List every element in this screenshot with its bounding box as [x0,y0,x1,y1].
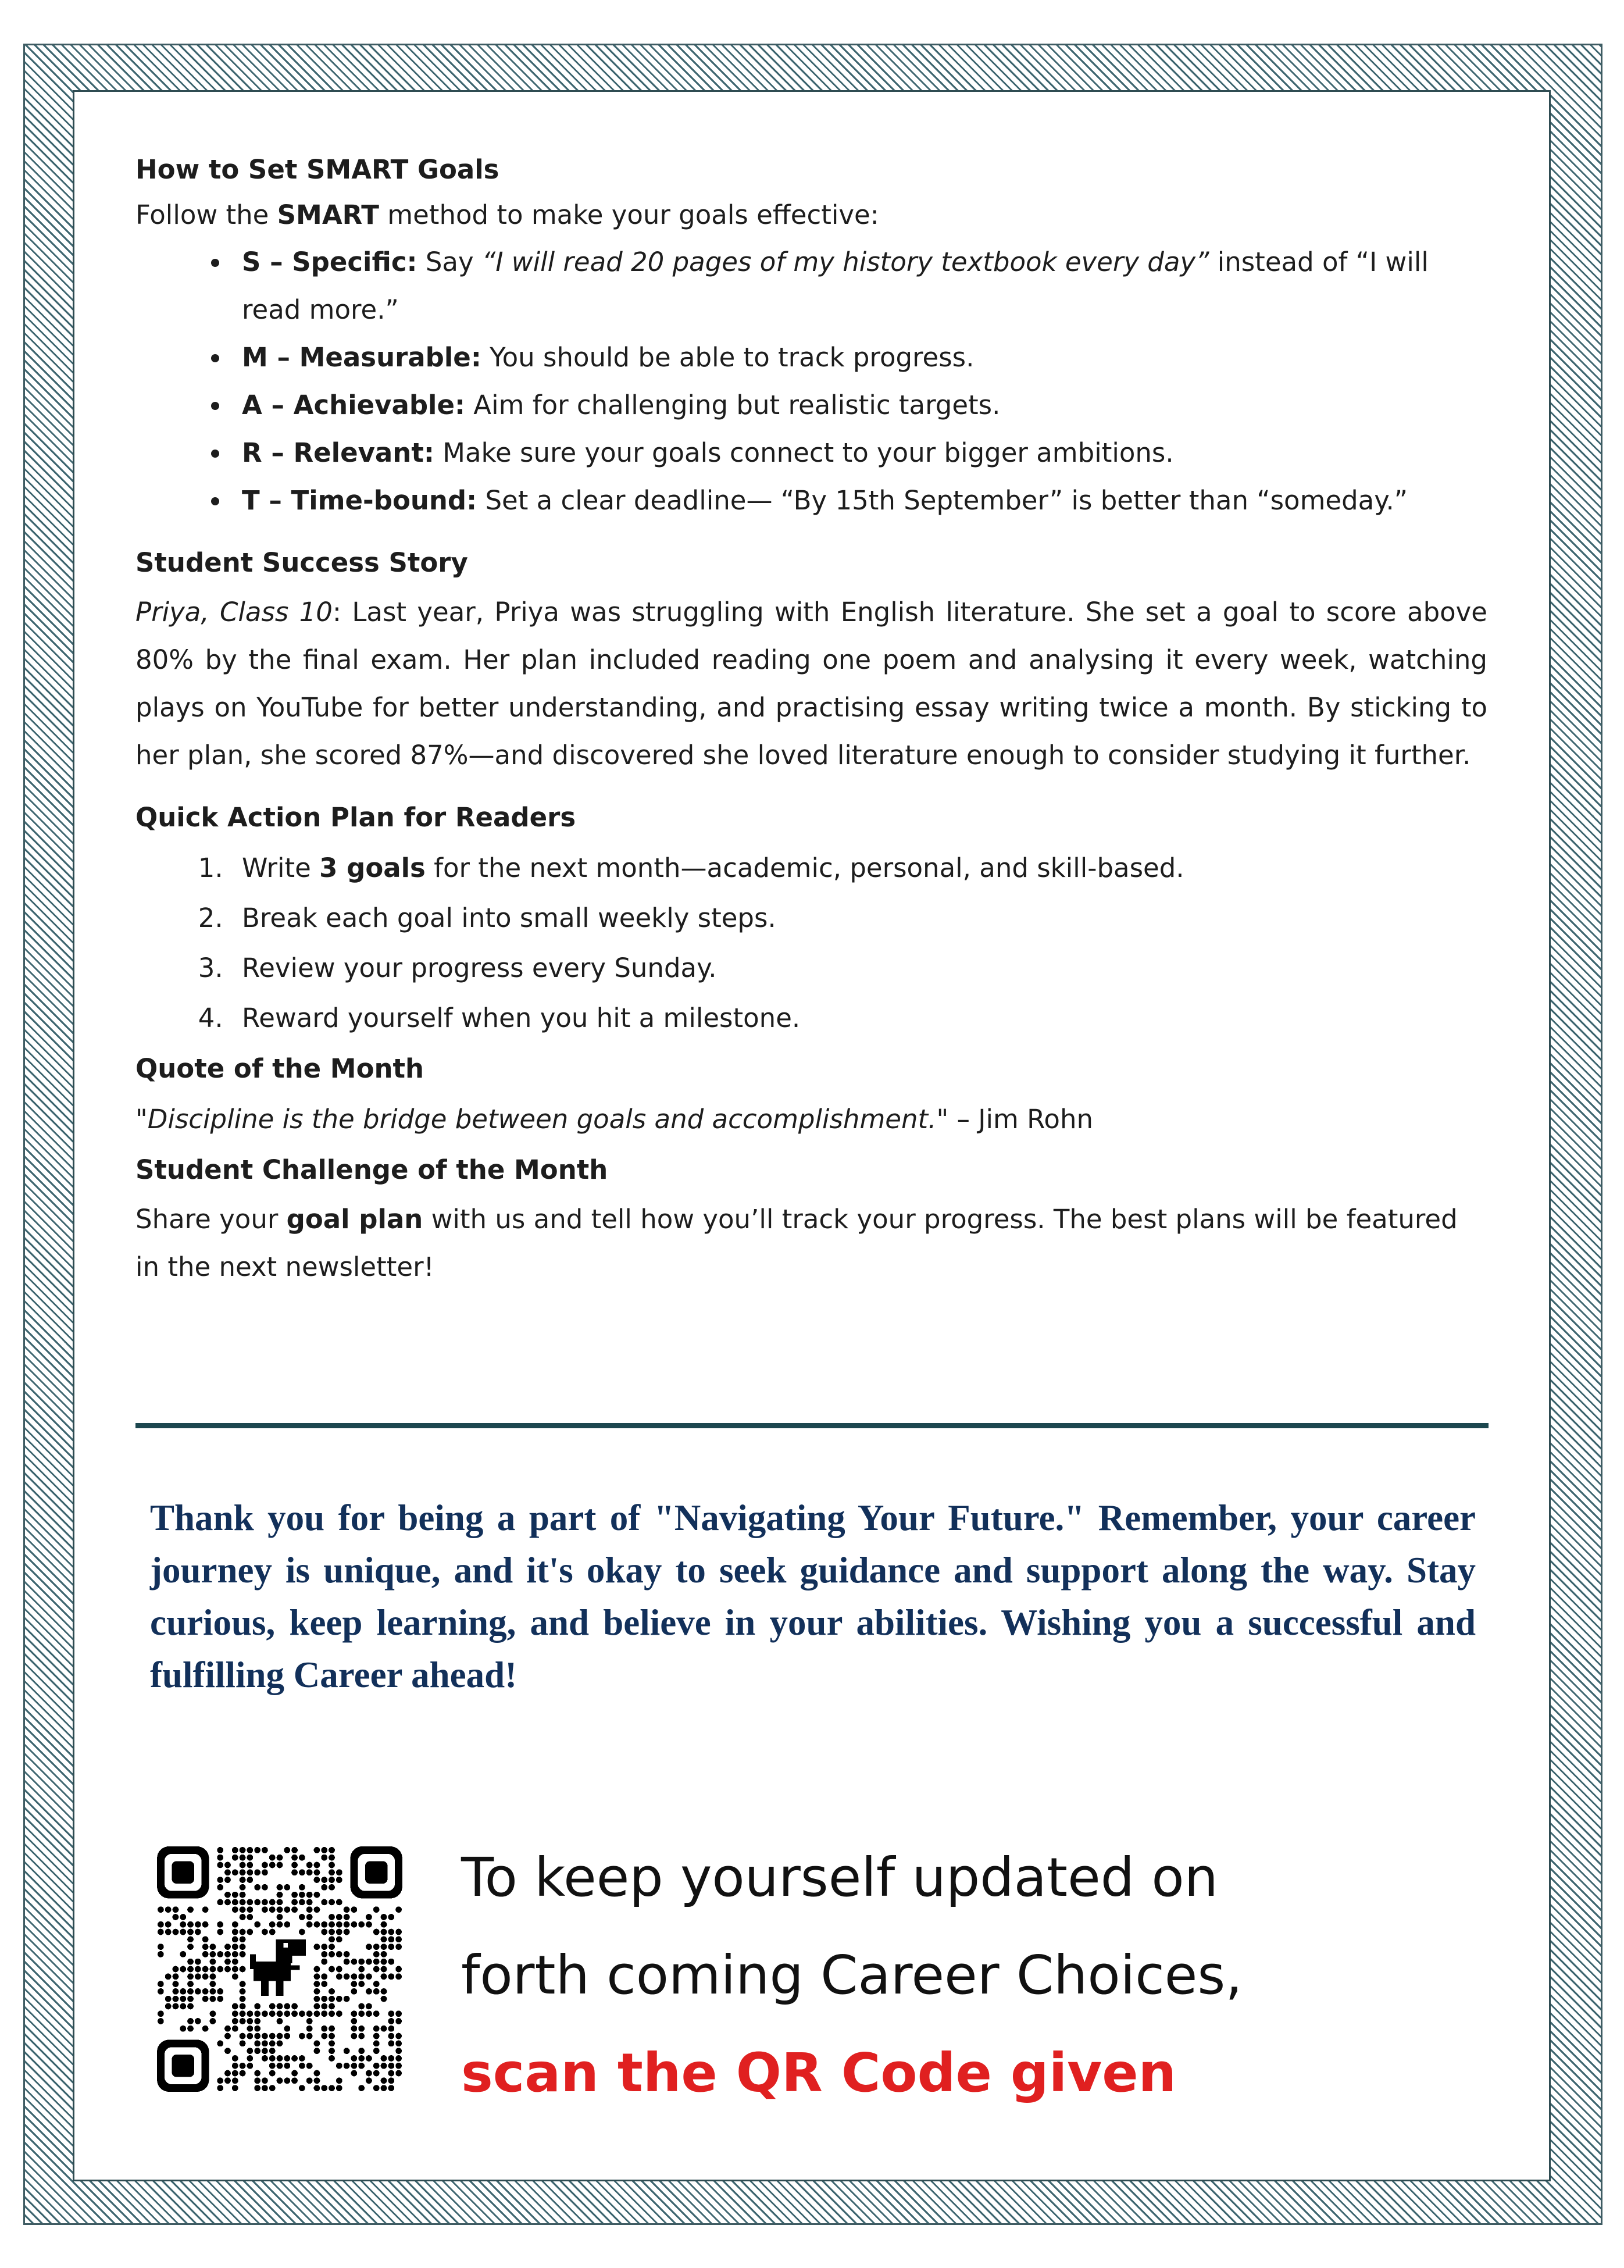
action-plan-item: 3. Review your progress every Sunday. [231,943,1487,993]
section-divider [135,1423,1489,1428]
success-story-heading: Student Success Story [135,547,468,578]
action-plan-item: 1. Write 3 goals for the next month—academic, personal, and skill-based. [231,843,1487,893]
smart-item-measurable: • M – Measurable: You should be able to track progress. [231,334,1487,381]
main-content [135,144,1487,1291]
challenge-text: Share your goal plan with us and tell how you’ll track your progress. The best plans will be featured in the next newsletter! [135,1204,1458,1282]
quote-text: "Discipline is the bridge between goals and accomplishment." – Jim Rohn [135,1104,1093,1135]
cta-line-1: To keep yourself updated on [461,1846,1218,1909]
cta-line-3: scan the QR Code given [461,2042,1177,2104]
success-story-text: Priya, Class 10: Last year, Priya was struggling with English literature. She set a goal to score above 80% by the final exam. Her plan included reading one poem and analysing it every week, watching plays on YouTube for better understanding, and practising essay writing twice a month. By sticking to her plan, she scored 87%—and discovered she loved literature enough to consider studying it further. [135,597,1487,771]
qr-call-to-action [461,1829,1450,2122]
challenge-heading: Student Challenge of the Month [135,1154,608,1185]
cta-line-2: forth coming Career Choices, [461,1944,1243,2006]
thank-you-message: Thank you for being a part of "Navigating Your Future." Remember, your career journey is unique, and it's okay to seek guidance and support along the way. Stay curious, keep learning, and believe in your abilities. Wishing you a successful and fulfilling Career ahead! [150,1497,1476,1695]
dinosaur-icon [246,1935,313,2002]
smart-item-achievable: • A – Achievable: Aim for challenging but realistic targets. [231,381,1487,429]
qr-code[interactable] [157,1846,402,2092]
quote-heading: Quote of the Month [135,1053,424,1084]
action-plan-heading: Quick Action Plan for Readers [135,802,576,833]
smart-item-specific: • S – Specific: Say “I will read 20 pages of my history textbook every day” instead of “I will read more.” [231,238,1487,334]
action-plan-item: 2. Break each goal into small weekly steps. [231,893,1487,943]
smart-goals-heading: How to Set SMART Goals [135,154,499,185]
smart-intro: Follow the SMART method to make your goals effective: [135,199,879,230]
action-plan-item: 4. Reward yourself when you hit a milestone. [231,993,1487,1043]
smart-list [135,238,1487,525]
smart-item-time-bound: • T – Time-bound: Set a clear deadline— “By 15th September” is better than “someday.” [231,477,1487,525]
action-plan-list [135,843,1487,1043]
smart-item-relevant: • R – Relevant: Make sure your goals connect to your bigger ambitions. [231,429,1487,477]
